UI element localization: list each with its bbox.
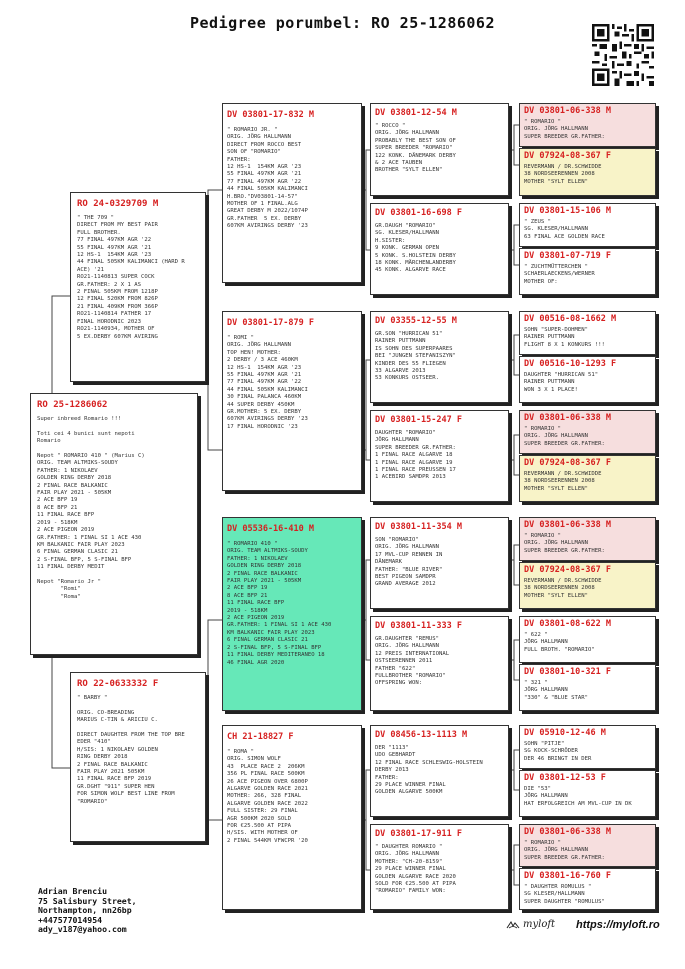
ring-number: DV 03801-15-247 F xyxy=(375,415,462,425)
ring-number: DV 03801-06-338 M xyxy=(524,827,611,837)
ring-number: DV 03801-16-760 F xyxy=(524,871,611,881)
pigeon-card-g8[interactable] xyxy=(519,455,656,502)
pigeon-details: " ZEUS " SG. KLESER/HALLMANN 63 FINAL ACE GOLDEN RACE xyxy=(524,219,605,240)
pigeon-card-g2[interactable] xyxy=(519,148,656,196)
pigeon-details: " ROMARIO 410 " ORIG. TEAM ALTMIKS-SOUDY FATHER: 1 NIKOLAEV GOLDEN RING DERBY 2018 2 FINAL RACE BALKANIC FAIR PLAY 2021 - 505KM 2 ACE BFP 19 8 ACE BFP 21 11 FINAL RACE BFP 2019 - 518KM 2 ACE PIGEON 2019 GR.FATHER: 1 FINAL SI 1 ACE 430 KM BALKANIC FAIR PLAY 2023 6 FINAL GERMAN CLASIC 21 2 S-FINAL BFP, 5 S-FINAL BFP 11 FINAL DERBY MEDITERANEO 18 46 FINAL AGR 2020 xyxy=(227,541,332,666)
contact-street: 75 Salisbury Street, xyxy=(38,895,137,906)
page-title: Pedigree porumbel: RO 25-1286062 xyxy=(190,14,495,32)
pigeon-card-dam[interactable] xyxy=(70,672,206,842)
pigeon-details: " 321 " JÖRG HALLMANN "330" & "BLUE STAR" xyxy=(524,680,588,701)
pigeon-details: REVERMANN / DR.SCHWIDDE 38 NORDSEERENNEN 2008 MOTHER "SYLT ELLEN" xyxy=(524,471,602,492)
logo-text: myloft xyxy=(523,919,556,930)
ring-number: DV 03801-16-698 F xyxy=(375,208,462,218)
pigeon-details: " ROMARIO JR. " ORIG. JÖRG HALLMANN DIRECT FROM ROCCO BEST SON OF "ROMARIO" FATHER: 12 HS-1 154KM AGR '23 55 FINAL 497KM AGR '21 77 FINAL 497KM AGR '22 44 FINAL 505KM KALIMANCI H.BRO."DV03801-14-57" MOTHER OF 1 FINAL.ALG GREAT DERBY M 2022/1074P GR.FATHER 5 EX. DERBY 607KM AVIRINGS DERBY '23 xyxy=(227,127,308,230)
ring-number: DV 03801-06-338 M xyxy=(524,520,611,530)
pigeon-details: " THE 709 " DIRECT FROM MY BEST PAIR FULL BROTHER. 77 FINAL 497KM AGR '22 55 FINAL 497KM AGR '21 12 HS-1 154KM AGR '23 44 FINAL 505KM KALIMANCI (HARD R ACE) '21 RO21-1140813 SUPER COCK GR.FATHER: 2 X 1 AS 2 FINAL 505KM FROM 1218P 12 FINAL 520KM FROM 826P 21 FINAL 409KM FROM 366P RO21-1140814 FATHER 17 FINAL HORODNIC 2023 RO21-1140934, MOTHER OF 5 EX.DERBY 607KM AVIRING xyxy=(77,215,185,340)
pigeon-card-g14[interactable] xyxy=(519,770,656,817)
ring-number: DV 05910-12-46 M xyxy=(524,728,606,738)
pigeon-details: " ROMARIO " ORIG. JÖRG HALLMANN SUPER BREEDER GR.FATHER: xyxy=(524,533,605,554)
pigeon-card-g4[interactable] xyxy=(519,248,656,295)
ring-number: DV 03355-12-55 M xyxy=(375,316,457,326)
ring-number: DV 00516-10-1293 F xyxy=(524,359,617,369)
myloft-logo xyxy=(506,919,555,930)
pigeon-card-sdd[interactable] xyxy=(370,410,509,502)
pigeon-card-sire[interactable] xyxy=(70,192,206,382)
ring-number: DV 03801-12-53 F xyxy=(524,773,606,783)
ring-number: DV 03801-17-879 F xyxy=(227,318,314,328)
ring-number: DV 08456-13-1113 M xyxy=(375,730,468,740)
pigeon-details: REVERMANN / DR.SCHWIDDE 38 NORDSEERENNEN 2008 MOTHER "SYLT ELLEN" xyxy=(524,164,602,185)
pigeon-details: " ROCCO " ORIG. JÖRG HALLMANN PROBABLY THE BEST SON OF SUPER BREEDER "ROMARIO" 122 KONK. DÄNEMARK DERBY & 2 ACE TAUBEN BROTHER "SYLT ELLEN" xyxy=(375,123,456,174)
ring-number: DV 03801-12-54 M xyxy=(375,108,457,118)
pigeon-details: Super inbreed Romario !!! Toti cei 4 bunici sunt nepoti Romario Nepot " ROMARIO 410 " (Marius C) ORIG. TEAM ALTMIKS-SOUDY FATHER: 1 NIKOLAEV GOLDEN RING DERBY 2018 2 FINAL RACE BALKANIC FAIR PLAY 2021 - 505KM 2 ACE BFP 19 8 ACE BFP 21 11 FINAL RACE BFP 2019 - 518KM 2 ACE PIGEON 2019 GR.FATHER: 1 FINAL SI 1 ACE 430 KM BALKANIC FAIR PLAY 2023 6 FINAL GERMAN CLASIC 21 2 S-FINAL BFP, 5 S-FINAL BFP 11 FINAL DERBY MEDIT Nepot "Romario Jr " "Romi" "Roma" xyxy=(37,416,145,600)
website-link[interactable]: https://myloft.ro xyxy=(576,919,660,931)
pigeon-details: DAUGHTER "ROMARIO" JÖRG HALLMANN SUPER BREEDER GR.FATHER: 1 FINAL RACE ALGARVE 18 1 FINAL RACE ALGARVE 19 1 FINAL RACE PREUSSEN 17 1 ACEBIRD SAMDPR 2013 xyxy=(375,430,456,481)
pigeon-details: " 622 " JÖRG HALLMANN FULL BROTH. "ROMARIO" xyxy=(524,632,595,653)
pigeon-details: SOHN "PITJE" SG KOCK-SCHRÖDER DER 46 BRINGT IN DER xyxy=(524,741,592,762)
pigeon-card-ssd[interactable] xyxy=(370,203,509,295)
pigeon-card-g13[interactable] xyxy=(519,725,656,769)
pigeon-card-g11[interactable] xyxy=(519,616,656,663)
contact-block xyxy=(38,887,137,935)
ring-number: DV 03801-06-338 M xyxy=(524,413,611,423)
ring-number: DV 03801-10-321 F xyxy=(524,667,611,677)
pigeon-card-g1[interactable] xyxy=(519,103,656,147)
contact-city: Northampton, nn26bp xyxy=(38,905,132,916)
ring-number: DV 03801-07-719 F xyxy=(524,251,611,261)
ring-number: DV 03801-17-832 M xyxy=(227,110,314,120)
pigeon-card-dsd[interactable] xyxy=(370,616,509,711)
contact-email[interactable]: ady_v187@yahoo.com xyxy=(38,924,127,935)
ring-number: DV 03801-06-338 M xyxy=(524,106,611,116)
pigeon-card-g9[interactable] xyxy=(519,517,656,561)
ring-number: DV 03801-15-106 M xyxy=(524,206,611,216)
pigeon-details: " ROMA " ORIG. SIMON WOLF 43 PLACE RACE 2 206KM 356 PL FINAL RACE 500KM 26 ACE PIGEON OVER 6800P ALGARVE GOLDEN RACE 2021 MOTHER: 266, 328 FINAL ALGARVE GOLDEN RACE 2022 FULL SISTER: 29 FINAL AGR 500KM 2020 SOLD FOR €25.500 AT PIPA H/SIS. WITH MOTHER OF 2 FINAL 544KM VFWCPR '20 xyxy=(227,749,308,844)
pigeon-card-g5[interactable] xyxy=(519,311,656,355)
pigeon-card-ddd[interactable] xyxy=(370,824,509,910)
pigeon-details: GR.SON "HURRICAN 51" RAINER PUTTMANN IS SOHN DES SUPERPAARES BEI "JUNGEN STEFANISZYN" KINDER DES 55 FLIEGEN 33 ALGARVE 2013 53 KONKURS OSTSEER. xyxy=(375,331,456,382)
ring-number: DV 05536-16-410 M xyxy=(227,524,314,534)
myloft-logo-icon xyxy=(506,920,520,930)
pigeon-card-sss[interactable] xyxy=(370,103,509,196)
pigeon-details: DAUGHTER "HURRICAN 51" RAINER PUTTMANN WON 3 X 1 PLACE! xyxy=(524,372,599,393)
ring-number: DV 07924-08-367 F xyxy=(524,458,611,468)
pigeon-details: GR.DAUGH "ROMARIO" SG. KLESER/HALLMANN H.SISTER: 9 KONK. GERMAN OPEN 5 KONK. S.HOLSTEIN DERBY 18 KONK. MÄRCHENLANDERBY 45 KONK. ALGARVE RACE xyxy=(375,223,456,274)
pigeon-card-g6[interactable] xyxy=(519,356,656,403)
pigeon-card-dds[interactable] xyxy=(370,725,509,817)
pigeon-details: " ROMARIO " ORIG. JÖRG HALLMANN SUPER BREEDER GR.FATHER: xyxy=(524,119,605,140)
pigeon-card-sds[interactable] xyxy=(370,311,509,403)
pigeon-card-g3[interactable] xyxy=(519,203,656,247)
pigeon-details: SON "ROMARIO" ORIG. JÖRG HALLMANN 17 MVL-CUP RENNEN IN DÄNEMARK FATHER: "BLUE RIVER" BEST PIGEON SAMDPR GRAND AVERAGE 2012 xyxy=(375,537,443,588)
pigeon-card-g10[interactable] xyxy=(519,562,656,609)
ring-number: RO 24-0329709 M xyxy=(77,199,159,209)
contact-name: Adrian Brenciu xyxy=(38,886,108,896)
pigeon-details: " ROMARIO " ORIG. JÖRG HALLMANN SUPER BREEDER GR.FATHER: xyxy=(524,426,605,447)
pigeon-details: GR.DAUGHTER "REMUS" ORIG. JÖRG HALLMANN 12 PREIS INTERNATIONAL OSTSEERENNEN 2011 FATHER "622" FULLBROTHER "ROMARIO" OFFSPRING WON: xyxy=(375,636,450,687)
pigeon-details: " ROMI " ORIG. JÖRG HALLMANN TOP HEN! MOTHER: 2 DERBY / 3 ACE 460KM 12 HS-1 154KM AGR '23 55 FINAL 497KM AGR '21 77 FINAL 497KM AGR '22 44 FINAL 505KM KALIMANCI 30 FINAL PALANCA 460KM 44 SUPER DERBY 450KM GR.MOTHER: 5 EX. DERBY 607KM AVIRINGS DERBY '23 17 FINAL HORODNIC '23 xyxy=(227,335,308,430)
pigeon-card-g16[interactable] xyxy=(519,868,656,910)
pigeon-card-dam-dam[interactable] xyxy=(222,725,362,910)
ring-number: DV 03801-11-354 M xyxy=(375,522,462,532)
pigeon-details: " ZUCHTMÜTTERCHEN " SCHAERLAECKENS/WERNER MOTHER OF: xyxy=(524,264,595,285)
ring-number: RO 22-0633332 F xyxy=(77,679,159,689)
ring-number: DV 03801-17-911 F xyxy=(375,829,462,839)
pigeon-card-dss[interactable] xyxy=(370,517,509,609)
pigeon-card-dam-sire[interactable] xyxy=(222,517,362,711)
ring-number: CH 21-18827 F xyxy=(227,732,294,742)
pigeon-details: SOHN "SUPER-DOHMEN" RAINER PUTTMANN FLIGHT 8 X 1 KONKURS !!! xyxy=(524,327,605,348)
pigeon-details: " DAUGHTER ROMARIO " ORIG. JÖRG HALLMANN MOTHER: "CH-20-8159" 29 PLACE WINNER FINAL GOLDEN ALGARVE RACE 2020 SOLD FOR €25.500 AT PIPA "ROMARIO" FAMILY WON: xyxy=(375,844,456,895)
pigeon-card-g12[interactable] xyxy=(519,664,656,711)
contact-phone: +447577014954 xyxy=(38,914,103,925)
ring-number: DV 07924-08-367 F xyxy=(524,151,611,161)
pigeon-details: DER "1113" UDO GEBHARDT 12 FINAL RACE SCHLESWIG-HOLSTEIN DERBY 2013 FATHER: 29 PLACE WINNER FINAL GOLDEN ALGARVE 500KM xyxy=(375,745,483,796)
pigeon-details: REVERMANN / DR.SCHWIDDE 38 NORDSEERENNEN 2008 MOTHER "SYLT ELLEN" xyxy=(524,578,602,599)
ring-number: DV 03801-11-333 F xyxy=(375,621,462,631)
pigeon-card-sire-dam[interactable] xyxy=(222,311,362,491)
ring-number: RO 25-1286062 xyxy=(37,400,108,410)
pigeon-details: DIE "53" JÖRG HALLMANN HAT ERFOLGREICH AM MVL-CUP IN DK xyxy=(524,786,632,807)
pigeon-details: " ROMARIO " ORIG. JÖRG HALLMANN SUPER BREEDER GR.FATHER: xyxy=(524,840,605,861)
ring-number: DV 07924-08-367 F xyxy=(524,565,611,575)
ring-number: DV 00516-08-1662 M xyxy=(524,314,617,324)
pigeon-card-sire-sire[interactable] xyxy=(222,103,362,283)
pigeon-details: " BARBY " ORIG. CO-BREADING MARIUS C-TIN & ARICIU C. DIRECT DAUGHTER FROM THE TOP BRE EDER "410" H/SIS: 1 NIKOLAEV GOLDEN RING DERBY 2018 2 FINAL RACE BALKANIC FAIR PLAY 2021 505KM 11 FINAL RACE BFP 2019 GR.DGHT "911" SUPER HEN FOR SIMON WOLF BEST LINE FROM "ROMARIO" xyxy=(77,695,185,805)
pigeon-details: " DAUGHTER ROMULUS " SG KLESER/HALLMANN SUPER DAUGHTER "ROMULUS" xyxy=(524,884,605,905)
qr-code-icon xyxy=(592,24,654,86)
pigeon-card-subject[interactable] xyxy=(30,393,198,655)
pigeon-card-g7[interactable] xyxy=(519,410,656,454)
pigeon-card-g15[interactable] xyxy=(519,824,656,867)
ring-number: DV 03801-08-622 M xyxy=(524,619,611,629)
